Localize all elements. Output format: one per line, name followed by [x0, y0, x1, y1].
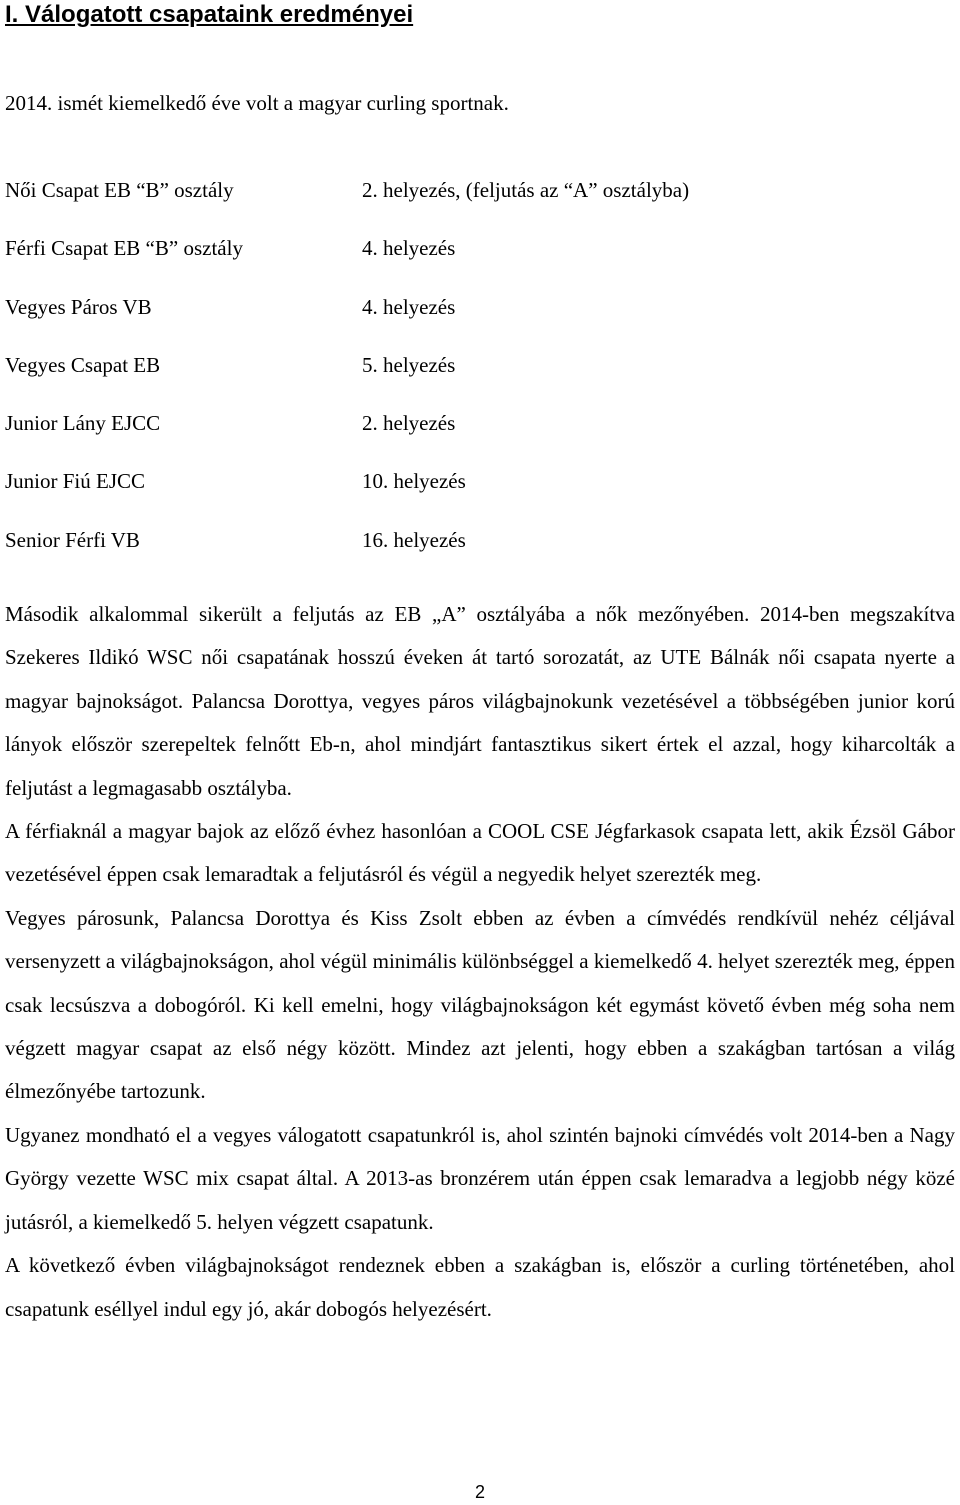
- result-place: 5. helyezés: [362, 352, 456, 377]
- result-place: 2. helyezés: [362, 411, 456, 436]
- result-category: Vegyes Csapat EB: [5, 352, 161, 377]
- result-category: Junior Fiú EJCC: [5, 469, 146, 494]
- result-row: [5, 525, 945, 583]
- result-row: [5, 233, 945, 291]
- result-place: 4. helyezés: [362, 236, 456, 261]
- result-row: [5, 292, 945, 350]
- result-category: Vegyes Páros VB: [5, 294, 152, 319]
- result-category: Senior Férfi VB: [5, 527, 140, 552]
- paragraph-next-year: A következő évben világbajnokságot rendeznek ebben a szakágban is, először a curling történetében, ahol csapatunk eséllyel indul egy jó, akár dobogós helyezésért.: [5, 1253, 955, 1321]
- result-category: Női Csapat EB “B” osztály: [5, 178, 234, 202]
- result-row: [5, 175, 945, 233]
- result-place: 2. helyezés, (feljutás az “A” osztályba): [362, 178, 690, 202]
- result-place: 16. helyezés: [362, 527, 466, 552]
- section-heading: I. Válogatott csapataink eredményei: [5, 1, 414, 28]
- page-number: 2: [474, 1482, 485, 1502]
- result-category: Férfi Csapat EB “B” osztály: [5, 236, 243, 261]
- result-row: [5, 466, 945, 524]
- body-text: [5, 593, 955, 1331]
- paragraph-mixed-doubles: Vegyes párosunk, Palancsa Dorottya és Kiss Zsolt ebben az évben a címvédés rendkívül nehéz céljával versenyzett a világbajnokságon, ahol végül minimális különbséggel a kiemelkedő 4. helyet szerezték meg, éppen csak lecsúszva a dobogóról. Ki kell emelni, hogy világbajnokságon két egymást követő évben még soha nem végzett magyar csapat az első négy között. Mindez azt jelenti, hogy ebben a szakágban tartósan a világ élmezőnyébe tartozunk.: [5, 905, 955, 1104]
- result-row: [5, 350, 945, 408]
- paragraph-men-team: A férfiaknál a magyar bajok az előző évhez hasonlóan a COOL CSE Jégfarkasok csapata lett, akik Ézsöl Gábor vezetésével éppen csak lemaradtak a feljutásról és végül a negyedik helyet szerezték meg.: [5, 819, 955, 887]
- intro-sentence: 2014. ismét kiemelkedő éve volt a magyar curling sportnak.: [5, 91, 509, 115]
- paragraph-mixed-team: Ugyanez mondható el a vegyes válogatott csapatunkról is, ahol szintén bajnoki címvédés volt 2014-ben a Nagy György vezette WSC mix csapat által. A 2013-as bronzérem után éppen csak lemaradva a legjobb négy közé jutásról, a kiemelkedő 5. helyen végzett csapatunk.: [5, 1122, 955, 1234]
- result-place: 10. helyezés: [362, 469, 466, 494]
- result-row: [5, 408, 945, 466]
- paragraph-women-team: Második alkalommal sikerült a feljutás az EB „A” osztályába a nők mezőnyében. 2014-ben megszakítva Szekeres Ildikó WSC női csapatának hosszú éveken át tartó sorozatát, az UTE Bálnák női csapata nyerte a magyar bajnokságot. Palancsa Dorottya, vegyes páros világbajnokunk vezetésével a többségében junior korú lányok először szerepeltek felnőtt Eb-n, ahol mindjárt fantasztikus sikert értek el azzal, hogy kiharcolták a feljutást a legmagasabb osztályba.: [5, 602, 955, 800]
- result-category: Junior Lány EJCC: [5, 411, 161, 436]
- results-list: [5, 175, 945, 583]
- result-place: 4. helyezés: [362, 294, 456, 319]
